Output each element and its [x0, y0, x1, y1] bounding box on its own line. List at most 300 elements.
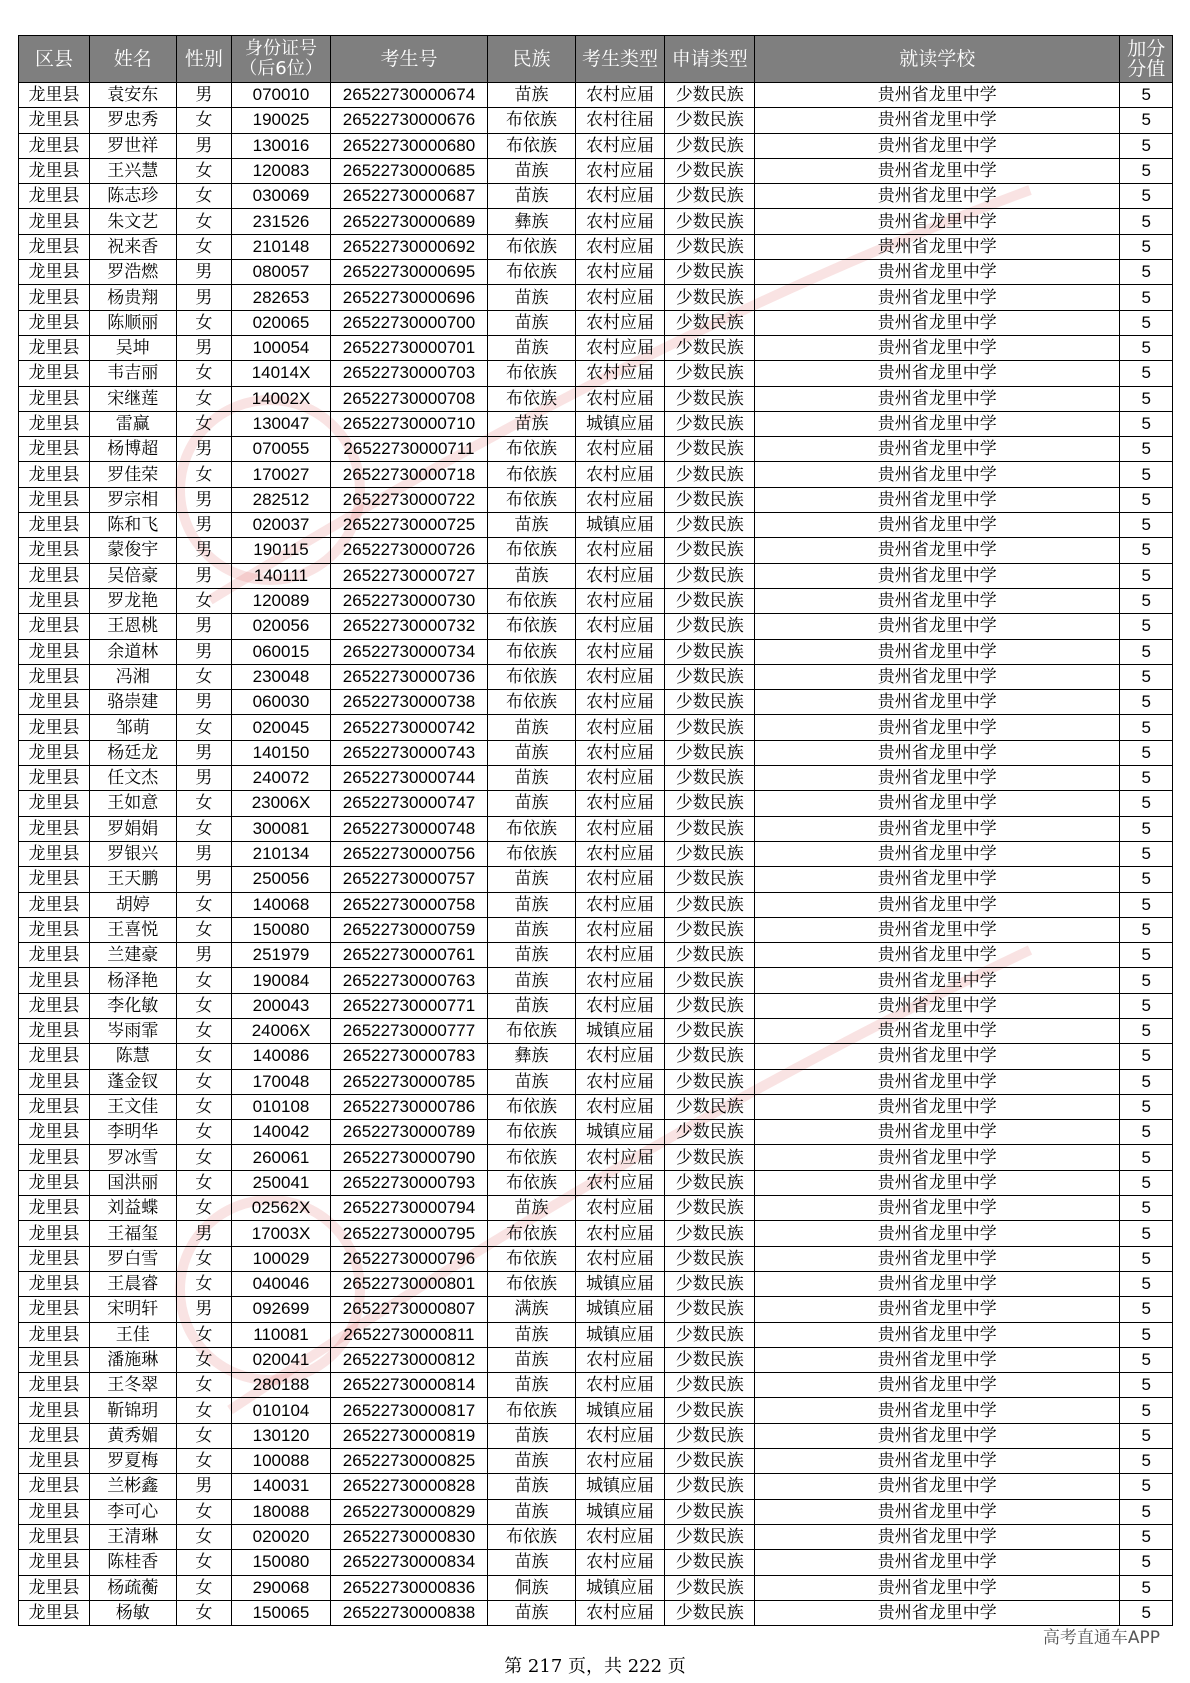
- cell-gender: 女: [176, 1246, 232, 1271]
- cell-name: 陈顺丽: [90, 310, 176, 335]
- cell-school: 贵州省龙里中学: [755, 1094, 1120, 1119]
- cell-candidate-type: 农村应届: [575, 1524, 665, 1549]
- cell-id-last6: 140111: [232, 563, 330, 588]
- cell-bonus-points: 5: [1120, 335, 1173, 360]
- cell-district: 龙里县: [19, 1575, 90, 1600]
- cell-ethnicity: 苗族: [488, 1474, 576, 1499]
- cell-gender: 女: [176, 1271, 232, 1296]
- cell-gender: 女: [176, 1170, 232, 1195]
- table-row: [19, 133, 1173, 158]
- cell-gender: 女: [176, 1449, 232, 1474]
- cell-district: 龙里县: [19, 361, 90, 386]
- table-row: [19, 1094, 1173, 1119]
- cell-exam-number: 26522730000676: [330, 108, 488, 133]
- cell-id-last6: 060015: [232, 639, 330, 664]
- cell-school: 贵州省龙里中学: [755, 437, 1120, 462]
- cell-bonus-points: 5: [1120, 234, 1173, 259]
- cell-ethnicity: 布依族: [488, 1246, 576, 1271]
- cell-id-last6: 100088: [232, 1449, 330, 1474]
- cell-candidate-type: 农村应届: [575, 158, 665, 183]
- cell-candidate-type: 农村应届: [575, 588, 665, 613]
- cell-ethnicity: 布依族: [488, 664, 576, 689]
- cell-district: 龙里县: [19, 816, 90, 841]
- cell-district: 龙里县: [19, 715, 90, 740]
- cell-school: 贵州省龙里中学: [755, 690, 1120, 715]
- cell-bonus-points: 5: [1120, 715, 1173, 740]
- cell-application-type: 少数民族: [665, 108, 755, 133]
- cell-exam-number: 26522730000807: [330, 1297, 488, 1322]
- cell-name: 任文杰: [90, 766, 176, 791]
- cell-candidate-type: 农村应届: [575, 841, 665, 866]
- cell-school: 贵州省龙里中学: [755, 588, 1120, 613]
- cell-id-last6: 130120: [232, 1423, 330, 1448]
- cell-bonus-points: 5: [1120, 1373, 1173, 1398]
- cell-school: 贵州省龙里中学: [755, 715, 1120, 740]
- cell-gender: 女: [176, 411, 232, 436]
- cell-bonus-points: 5: [1120, 588, 1173, 613]
- cell-application-type: 少数民族: [665, 791, 755, 816]
- cell-exam-number: 26522730000734: [330, 639, 488, 664]
- table-row: [19, 285, 1173, 310]
- table-row: [19, 1499, 1173, 1524]
- cell-bonus-points: 5: [1120, 1449, 1173, 1474]
- cell-bonus-points: 5: [1120, 310, 1173, 335]
- cell-gender: 女: [176, 462, 232, 487]
- cell-school: 贵州省龙里中学: [755, 108, 1120, 133]
- cell-ethnicity: 布依族: [488, 133, 576, 158]
- cell-gender: 女: [176, 158, 232, 183]
- cell-id-last6: 040046: [232, 1271, 330, 1296]
- cell-district: 龙里县: [19, 766, 90, 791]
- cell-application-type: 少数民族: [665, 1474, 755, 1499]
- cell-district: 龙里县: [19, 841, 90, 866]
- cell-id-last6: 282512: [232, 487, 330, 512]
- cell-school: 贵州省龙里中学: [755, 1018, 1120, 1043]
- cell-exam-number: 26522730000726: [330, 538, 488, 563]
- cell-ethnicity: 苗族: [488, 285, 576, 310]
- cell-ethnicity: 布依族: [488, 1120, 576, 1145]
- cell-id-last6: 290068: [232, 1575, 330, 1600]
- cell-id-last6: 14014X: [232, 361, 330, 386]
- cell-name: 陈志珍: [90, 184, 176, 209]
- cell-bonus-points: 5: [1120, 1524, 1173, 1549]
- cell-bonus-points: 5: [1120, 487, 1173, 512]
- table-row: [19, 993, 1173, 1018]
- cell-ethnicity: 布依族: [488, 538, 576, 563]
- cell-gender: 男: [176, 766, 232, 791]
- cell-id-last6: 280188: [232, 1373, 330, 1398]
- cell-bonus-points: 5: [1120, 209, 1173, 234]
- cell-candidate-type: 城镇应届: [575, 1499, 665, 1524]
- cell-id-last6: 020056: [232, 614, 330, 639]
- cell-candidate-type: 农村应届: [575, 614, 665, 639]
- cell-ethnicity: 苗族: [488, 1196, 576, 1221]
- table-row: [19, 335, 1173, 360]
- cell-school: 贵州省龙里中学: [755, 1170, 1120, 1195]
- cell-district: 龙里县: [19, 1373, 90, 1398]
- cell-application-type: 少数民族: [665, 588, 755, 613]
- cell-id-last6: 200043: [232, 993, 330, 1018]
- cell-name: 兰建豪: [90, 943, 176, 968]
- cell-gender: 男: [176, 943, 232, 968]
- table-row: [19, 1044, 1173, 1069]
- table-row: [19, 260, 1173, 285]
- cell-name: 王冬翠: [90, 1373, 176, 1398]
- cell-application-type: 少数民族: [665, 1347, 755, 1372]
- cell-name: 杨博超: [90, 437, 176, 462]
- cell-district: 龙里县: [19, 133, 90, 158]
- cell-name: 冯湘: [90, 664, 176, 689]
- cell-ethnicity: 布依族: [488, 1221, 576, 1246]
- cell-candidate-type: 农村应届: [575, 462, 665, 487]
- cell-school: 贵州省龙里中学: [755, 943, 1120, 968]
- cell-id-last6: 110081: [232, 1322, 330, 1347]
- cell-bonus-points: 5: [1120, 1120, 1173, 1145]
- cell-district: 龙里县: [19, 791, 90, 816]
- table-row: [19, 867, 1173, 892]
- cell-school: 贵州省龙里中学: [755, 487, 1120, 512]
- table-row: [19, 184, 1173, 209]
- cell-exam-number: 26522730000789: [330, 1120, 488, 1145]
- cell-school: 贵州省龙里中学: [755, 538, 1120, 563]
- cell-id-last6: 140042: [232, 1120, 330, 1145]
- cell-school: 贵州省龙里中学: [755, 1550, 1120, 1575]
- cell-ethnicity: 苗族: [488, 1499, 576, 1524]
- cell-ethnicity: 苗族: [488, 1423, 576, 1448]
- cell-school: 贵州省龙里中学: [755, 766, 1120, 791]
- cell-bonus-points: 5: [1120, 563, 1173, 588]
- cell-name: 宋继莲: [90, 386, 176, 411]
- cell-district: 龙里县: [19, 1069, 90, 1094]
- cell-district: 龙里县: [19, 1120, 90, 1145]
- cell-school: 贵州省龙里中学: [755, 1347, 1120, 1372]
- cell-application-type: 少数民族: [665, 1069, 755, 1094]
- cell-district: 龙里县: [19, 968, 90, 993]
- cell-application-type: 少数民族: [665, 690, 755, 715]
- cell-gender: 女: [176, 386, 232, 411]
- cell-ethnicity: 苗族: [488, 1322, 576, 1347]
- header-name: 姓名: [90, 36, 176, 83]
- table-row: [19, 1246, 1173, 1271]
- cell-bonus-points: 5: [1120, 158, 1173, 183]
- table-row: [19, 1069, 1173, 1094]
- cell-bonus-points: 5: [1120, 538, 1173, 563]
- cell-exam-number: 26522730000703: [330, 361, 488, 386]
- cell-application-type: 少数民族: [665, 538, 755, 563]
- cell-gender: 女: [176, 1094, 232, 1119]
- table-row: [19, 1474, 1173, 1499]
- cell-id-last6: 230048: [232, 664, 330, 689]
- cell-candidate-type: 城镇应届: [575, 411, 665, 436]
- cell-gender: 男: [176, 487, 232, 512]
- cell-gender: 女: [176, 184, 232, 209]
- table-row: [19, 1297, 1173, 1322]
- cell-ethnicity: 苗族: [488, 310, 576, 335]
- cell-name: 罗浩燃: [90, 260, 176, 285]
- cell-exam-number: 26522730000793: [330, 1170, 488, 1195]
- cell-name: 潘施琳: [90, 1347, 176, 1372]
- cell-name: 杨贵翔: [90, 285, 176, 310]
- cell-bonus-points: 5: [1120, 184, 1173, 209]
- cell-name: 罗白雪: [90, 1246, 176, 1271]
- cell-ethnicity: 布依族: [488, 260, 576, 285]
- cell-candidate-type: 农村应届: [575, 1044, 665, 1069]
- table-row: [19, 487, 1173, 512]
- cell-application-type: 少数民族: [665, 386, 755, 411]
- cell-ethnicity: 苗族: [488, 563, 576, 588]
- table-row: [19, 83, 1173, 108]
- cell-name: 王如意: [90, 791, 176, 816]
- cell-candidate-type: 农村应届: [575, 690, 665, 715]
- cell-district: 龙里县: [19, 664, 90, 689]
- cell-exam-number: 26522730000701: [330, 335, 488, 360]
- cell-school: 贵州省龙里中学: [755, 335, 1120, 360]
- cell-candidate-type: 城镇应届: [575, 1398, 665, 1423]
- cell-exam-number: 26522730000763: [330, 968, 488, 993]
- cell-ethnicity: 布依族: [488, 386, 576, 411]
- cell-bonus-points: 5: [1120, 1423, 1173, 1448]
- cell-application-type: 少数民族: [665, 1322, 755, 1347]
- cell-exam-number: 26522730000825: [330, 1449, 488, 1474]
- cell-candidate-type: 农村应届: [575, 386, 665, 411]
- cell-ethnicity: 满族: [488, 1297, 576, 1322]
- cell-id-last6: 020065: [232, 310, 330, 335]
- cell-application-type: 少数民族: [665, 83, 755, 108]
- cell-ethnicity: 布依族: [488, 816, 576, 841]
- cell-candidate-type: 农村应届: [575, 310, 665, 335]
- cell-district: 龙里县: [19, 1550, 90, 1575]
- table-row: [19, 1550, 1173, 1575]
- cell-exam-number: 26522730000785: [330, 1069, 488, 1094]
- cell-candidate-type: 农村应届: [575, 1094, 665, 1119]
- cell-gender: 女: [176, 310, 232, 335]
- brand-watermark: 高考直通车APP: [1042, 1628, 1160, 1648]
- cell-exam-number: 26522730000742: [330, 715, 488, 740]
- cell-exam-number: 26522730000747: [330, 791, 488, 816]
- cell-district: 龙里县: [19, 310, 90, 335]
- cell-ethnicity: 布依族: [488, 614, 576, 639]
- cell-school: 贵州省龙里中学: [755, 816, 1120, 841]
- cell-bonus-points: 5: [1120, 361, 1173, 386]
- cell-id-last6: 010108: [232, 1094, 330, 1119]
- cell-school: 贵州省龙里中学: [755, 1398, 1120, 1423]
- cell-ethnicity: 苗族: [488, 1449, 576, 1474]
- header-ethnicity: 民族: [488, 36, 576, 83]
- header-candidate-type: 考生类型: [575, 36, 665, 83]
- cell-school: 贵州省龙里中学: [755, 1044, 1120, 1069]
- cell-bonus-points: 5: [1120, 386, 1173, 411]
- cell-application-type: 少数民族: [665, 816, 755, 841]
- cell-exam-number: 26522730000829: [330, 1499, 488, 1524]
- cell-bonus-points: 5: [1120, 437, 1173, 462]
- header-gender: 性别: [176, 36, 232, 83]
- cell-id-last6: 030069: [232, 184, 330, 209]
- cell-gender: 女: [176, 816, 232, 841]
- cell-ethnicity: 布依族: [488, 1170, 576, 1195]
- cell-bonus-points: 5: [1120, 1044, 1173, 1069]
- cell-exam-number: 26522730000812: [330, 1347, 488, 1372]
- cell-ethnicity: 苗族: [488, 1373, 576, 1398]
- cell-exam-number: 26522730000790: [330, 1145, 488, 1170]
- cell-district: 龙里县: [19, 1524, 90, 1549]
- cell-bonus-points: 5: [1120, 83, 1173, 108]
- cell-school: 贵州省龙里中学: [755, 1499, 1120, 1524]
- cell-ethnicity: 苗族: [488, 335, 576, 360]
- cell-application-type: 少数民族: [665, 943, 755, 968]
- cell-exam-number: 26522730000830: [330, 1524, 488, 1549]
- cell-gender: 女: [176, 1018, 232, 1043]
- cell-exam-number: 26522730000786: [330, 1094, 488, 1119]
- cell-bonus-points: 5: [1120, 892, 1173, 917]
- cell-application-type: 少数民族: [665, 1094, 755, 1119]
- cell-school: 贵州省龙里中学: [755, 841, 1120, 866]
- cell-exam-number: 26522730000680: [330, 133, 488, 158]
- cell-gender: 女: [176, 1524, 232, 1549]
- cell-gender: 女: [176, 715, 232, 740]
- cell-district: 龙里县: [19, 639, 90, 664]
- cell-candidate-type: 农村应届: [575, 1347, 665, 1372]
- cell-school: 贵州省龙里中学: [755, 285, 1120, 310]
- cell-ethnicity: 苗族: [488, 943, 576, 968]
- cell-ethnicity: 布依族: [488, 1145, 576, 1170]
- cell-exam-number: 26522730000811: [330, 1322, 488, 1347]
- cell-bonus-points: 5: [1120, 1271, 1173, 1296]
- cell-school: 贵州省龙里中学: [755, 639, 1120, 664]
- table-row: [19, 158, 1173, 183]
- cell-application-type: 少数民族: [665, 335, 755, 360]
- cell-bonus-points: 5: [1120, 285, 1173, 310]
- cell-application-type: 少数民族: [665, 639, 755, 664]
- cell-candidate-type: 农村往届: [575, 108, 665, 133]
- cell-name: 罗宗相: [90, 487, 176, 512]
- cell-candidate-type: 农村应届: [575, 867, 665, 892]
- cell-district: 龙里县: [19, 108, 90, 133]
- cell-ethnicity: 布依族: [488, 462, 576, 487]
- cell-name: 岑雨霏: [90, 1018, 176, 1043]
- header-school: 就读学校: [755, 36, 1120, 83]
- table-row: [19, 462, 1173, 487]
- cell-school: 贵州省龙里中学: [755, 1196, 1120, 1221]
- cell-name: 罗忠秀: [90, 108, 176, 133]
- cell-bonus-points: 5: [1120, 1170, 1173, 1195]
- cell-gender: 男: [176, 1297, 232, 1322]
- cell-candidate-type: 农村应届: [575, 1373, 665, 1398]
- cell-id-last6: 150080: [232, 1550, 330, 1575]
- cell-gender: 女: [176, 664, 232, 689]
- cell-application-type: 少数民族: [665, 715, 755, 740]
- cell-id-last6: 14002X: [232, 386, 330, 411]
- table-row: [19, 1398, 1173, 1423]
- cell-name: 杨廷龙: [90, 740, 176, 765]
- cell-name: 胡婷: [90, 892, 176, 917]
- cell-exam-number: 26522730000744: [330, 766, 488, 791]
- cell-gender: 男: [176, 867, 232, 892]
- cell-id-last6: 260061: [232, 1145, 330, 1170]
- cell-gender: 女: [176, 892, 232, 917]
- header-id-last6: 身份证号 （后6位）: [232, 36, 330, 83]
- cell-gender: 女: [176, 588, 232, 613]
- cell-name: 兰彬鑫: [90, 1474, 176, 1499]
- cell-gender: 女: [176, 209, 232, 234]
- cell-exam-number: 26522730000696: [330, 285, 488, 310]
- table-row: [19, 437, 1173, 462]
- cell-gender: 男: [176, 285, 232, 310]
- cell-application-type: 少数民族: [665, 1550, 755, 1575]
- cell-exam-number: 26522730000695: [330, 260, 488, 285]
- cell-gender: 男: [176, 133, 232, 158]
- cell-name: 祝来香: [90, 234, 176, 259]
- cell-district: 龙里县: [19, 1449, 90, 1474]
- table-row: [19, 563, 1173, 588]
- cell-ethnicity: 苗族: [488, 513, 576, 538]
- cell-school: 贵州省龙里中学: [755, 234, 1120, 259]
- cell-exam-number: 26522730000685: [330, 158, 488, 183]
- cell-ethnicity: 苗族: [488, 1550, 576, 1575]
- cell-candidate-type: 农村应届: [575, 1423, 665, 1448]
- table-row: [19, 715, 1173, 740]
- cell-exam-number: 26522730000757: [330, 867, 488, 892]
- cell-name: 陈桂香: [90, 1550, 176, 1575]
- cell-district: 龙里县: [19, 588, 90, 613]
- cell-name: 王兴慧: [90, 158, 176, 183]
- cell-exam-number: 26522730000836: [330, 1575, 488, 1600]
- table-row: [19, 1423, 1173, 1448]
- cell-exam-number: 26522730000689: [330, 209, 488, 234]
- cell-application-type: 少数民族: [665, 766, 755, 791]
- cell-candidate-type: 城镇应届: [575, 1474, 665, 1499]
- cell-name: 雷赢: [90, 411, 176, 436]
- cell-exam-number: 26522730000777: [330, 1018, 488, 1043]
- cell-application-type: 少数民族: [665, 285, 755, 310]
- cell-gender: 女: [176, 1575, 232, 1600]
- cell-exam-number: 26522730000674: [330, 83, 488, 108]
- cell-application-type: 少数民族: [665, 133, 755, 158]
- cell-district: 龙里县: [19, 184, 90, 209]
- cell-school: 贵州省龙里中学: [755, 1297, 1120, 1322]
- cell-school: 贵州省龙里中学: [755, 1069, 1120, 1094]
- cell-ethnicity: 苗族: [488, 1600, 576, 1625]
- cell-id-last6: 251979: [232, 943, 330, 968]
- cell-district: 龙里县: [19, 892, 90, 917]
- cell-bonus-points: 5: [1120, 260, 1173, 285]
- cell-name: 杨泽艳: [90, 968, 176, 993]
- cell-application-type: 少数民族: [665, 1575, 755, 1600]
- cell-name: 蒙俊宇: [90, 538, 176, 563]
- cell-gender: 女: [176, 791, 232, 816]
- cell-id-last6: 190025: [232, 108, 330, 133]
- table-row: [19, 943, 1173, 968]
- cell-name: 罗冰雪: [90, 1145, 176, 1170]
- cell-candidate-type: 城镇应届: [575, 1271, 665, 1296]
- cell-name: 罗佳荣: [90, 462, 176, 487]
- table-row: [19, 1145, 1173, 1170]
- cell-application-type: 少数民族: [665, 917, 755, 942]
- cell-name: 罗银兴: [90, 841, 176, 866]
- cell-bonus-points: 5: [1120, 1398, 1173, 1423]
- cell-application-type: 少数民族: [665, 462, 755, 487]
- table-row: [19, 1170, 1173, 1195]
- cell-gender: 女: [176, 1120, 232, 1145]
- cell-application-type: 少数民族: [665, 1246, 755, 1271]
- cell-id-last6: 092699: [232, 1297, 330, 1322]
- cell-application-type: 少数民族: [665, 209, 755, 234]
- header-district: 区县: [19, 36, 90, 83]
- cell-bonus-points: 5: [1120, 108, 1173, 133]
- cell-gender: 女: [176, 1423, 232, 1448]
- cell-name: 王文佳: [90, 1094, 176, 1119]
- cell-gender: 女: [176, 108, 232, 133]
- cell-application-type: 少数民族: [665, 1170, 755, 1195]
